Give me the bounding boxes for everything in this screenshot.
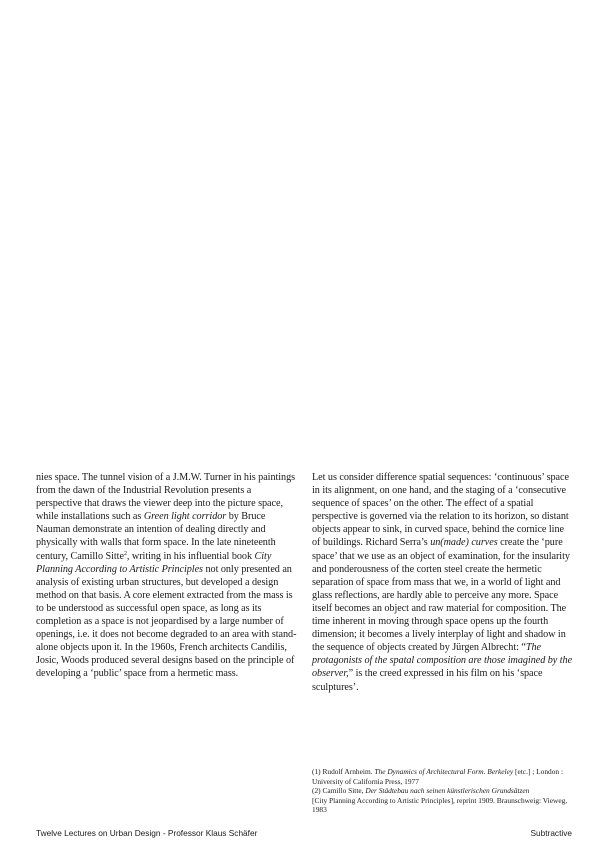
- text-segment: Let us consider difference spatial sequences: ‘continuous’ space in its alignment, on one hand, and the staging of a ‘consecutive sequence of spaces’ on the other. The effect of a spatial perspective is governed via the relation to its horizon, so distant objects appear to sink, in curved space, behind the cornice line of buildings. Richard Serra’s: [312, 472, 569, 549]
- artwork-title: Green light corridor: [143, 511, 227, 523]
- footnote-prefix: (1) Rudolf Arnheim.: [312, 767, 375, 776]
- text-segment: not only presented an analysis of existing urban structures, but developed a design method on that basis. A core element extracted from the mass is to be understood as successful open space, as long as its completion as a space is not jeopardised by a large number of openings, i.e. it does not become degraded to an area with stand-alone objects upon it. In the 1960s, French architects Candilis, Josic, Woods produced several designs based on the principle of developing a ‘public’ space from a hermetic mass.: [36, 563, 297, 680]
- body-text-right-column: [312, 471, 574, 694]
- footnote-title: The Dynamics of Architectural Form. Berkeley: [374, 767, 514, 776]
- text-segment: nies space. The tunnel vision of a J.M.W. Turner in his paintings from the dawn of the Industrial Revolution presents a perspective that draws the viewer deep into the picture space, while installations such as: [36, 472, 296, 523]
- footnote-title: Der Städtebau nach seinen künstlerischen Grundsätzen: [365, 786, 530, 796]
- text-segment: , writing in his influential book: [126, 550, 255, 562]
- footnote-2: [312, 786, 582, 815]
- paragraph: [312, 471, 574, 694]
- footnote-prefix: (2) Camillo Sitte,: [312, 786, 366, 796]
- paragraph: [36, 471, 298, 681]
- text-segment: create the ‘pure space’ that we use as an object of examination, for the insularity and ponderousness of the corten steel create the hermetic separation of space from mass that we, in a world of light and glass reflections, are hardly able to perceive any more. Space itself becomes an object and raw material for composition. The time inherent in moving through space opens up the fourth dimension; it becomes a lively interplay of light and shadow in the sequence of objects created by Jürgen Albrecht: “: [312, 537, 570, 654]
- footnote-reference: 2: [123, 550, 127, 557]
- footnote-rest: [etc.] ; London : University of California Press, 1977: [312, 767, 564, 786]
- footer-course-title: Twelve Lectures on Urban Design - Professor Klaus Schäfer: [36, 828, 258, 838]
- text-segment: ” is the creed expressed in his film on his ‘space sculptures’.: [312, 668, 543, 693]
- quotation: The protagonists of the spatal composition are those imagined by the observer,: [312, 642, 573, 680]
- artwork-title: un(made) curves: [430, 537, 498, 549]
- body-text-left-column: [36, 471, 298, 681]
- footnote-1: [312, 767, 582, 786]
- footnote-rest: [City Planning According to Artistic Principles], reprint 1909. Braunschweig: Vieweg, 1983: [312, 795, 568, 815]
- footnotes: [312, 767, 582, 815]
- footer-chapter-title: Subtractive: [530, 828, 572, 838]
- book-title: City Planning According to Artistic Principles: [36, 550, 272, 575]
- text-segment: by Bruce Nauman demonstrate an intention of dealing directly and physically with walls that form space. In the late nineteenth century, Camillo Sitte: [36, 511, 276, 562]
